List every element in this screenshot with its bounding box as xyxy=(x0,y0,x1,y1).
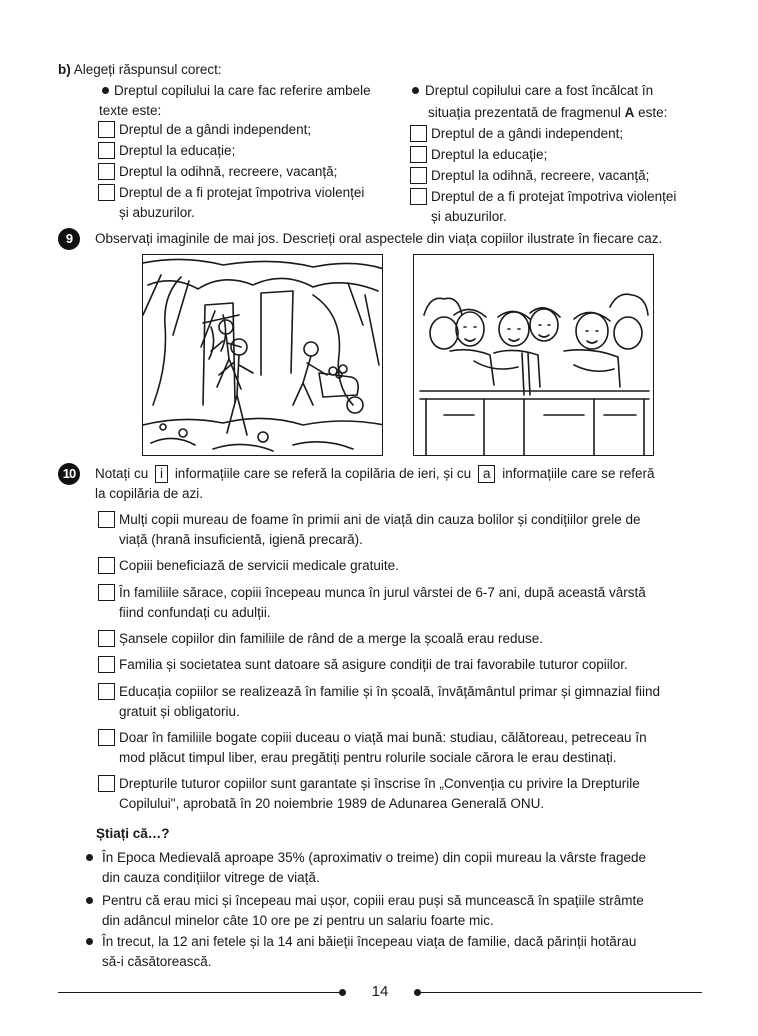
page-number: 14 xyxy=(371,983,389,1000)
left-option-text: Dreptul de a gândi independent; xyxy=(119,122,312,137)
right-question-line2 xyxy=(428,103,667,123)
statement-text: În familiile sărace, copiii începeau munca în jurul vârstei de 6-7 ani, după această vârstă xyxy=(119,585,646,600)
statement-text-cont: mod plăcut timpul liber, erau pregătiți pentru rolurile sociale cărora le erau destinați. xyxy=(119,750,617,765)
fact-text-cont: din cauza condițiilor vitrege de viață. xyxy=(102,870,320,885)
left-option-text: Dreptul la educație; xyxy=(119,143,236,158)
bullet-icon xyxy=(86,897,93,904)
section-b-heading xyxy=(58,60,222,80)
statement-text: Mulți copii mureau de foame în primii ani de viață din cauza bolilor și condițiilor grele de xyxy=(119,512,641,527)
section-b-title: Alegeți răspunsul corect: xyxy=(73,62,222,77)
left-option-text-cont: și abuzurilor. xyxy=(119,205,195,220)
right-option-checkbox[interactable] xyxy=(410,188,427,205)
left-option-text: Dreptul la odihnă, recreere, vacanță; xyxy=(119,164,338,179)
statement-text: Copiii beneficiază de servicii medicale gratuite. xyxy=(119,558,399,573)
fact-text: În Epoca Medievală aproape 35% (aproximativ o treime) din copii mureau la vârste fragede xyxy=(102,850,647,865)
mine-workers-illustration xyxy=(142,254,383,456)
right-option-checkbox[interactable] xyxy=(410,125,427,142)
statement-text: Doar în familiile bogate copiii duceau o viață mai bună: studiau, călătoreau, petreceau în xyxy=(119,730,647,745)
right-question-part: situația prezentată de fragmenul xyxy=(428,105,625,120)
answer-checkbox[interactable] xyxy=(98,557,115,574)
statement-text-cont: gratuit și obligatoriu. xyxy=(119,704,240,719)
bullet-icon xyxy=(412,87,419,94)
footer-rule-right xyxy=(420,992,702,993)
intro-text: Notați cu xyxy=(95,466,149,481)
fragment-letter: A xyxy=(624,105,635,120)
label-box-ieri: i xyxy=(155,465,168,483)
right-option-checkbox[interactable] xyxy=(410,167,427,184)
right-option-text: Dreptul de a fi protejat împotriva violenței xyxy=(431,189,677,204)
intro-text: informațiile care se referă la copilăria de ieri, și cu xyxy=(174,466,472,481)
bullet-icon xyxy=(86,854,93,861)
left-option-checkbox[interactable] xyxy=(98,142,115,159)
answer-checkbox[interactable] xyxy=(98,630,115,647)
statement-text: Familia și societatea sunt datoare să asigure condiții de trai favorabile tuturor copiilor. xyxy=(119,657,628,672)
right-option-text: Dreptul de a gândi independent; xyxy=(431,126,624,141)
classroom-illustration xyxy=(413,254,654,456)
did-you-know-title: Știați că…? xyxy=(96,826,170,841)
bullet-icon xyxy=(102,87,109,94)
footer-dot-left xyxy=(339,989,346,996)
answer-checkbox[interactable] xyxy=(98,683,115,700)
question-9-text: Observați imaginile de mai jos. Descrieți oral aspectele din viața copiilor ilustrate în fiecare caz. xyxy=(95,231,663,246)
left-option-text: Dreptul de a fi protejat împotriva violenței xyxy=(119,185,365,200)
left-option-checkbox[interactable] xyxy=(98,121,115,138)
left-question-line1: Dreptul copilului la care fac referire ambele xyxy=(114,83,371,98)
question-10-intro xyxy=(95,464,655,484)
answer-checkbox[interactable] xyxy=(98,511,115,528)
mine-scene-drawing xyxy=(143,255,383,456)
answer-checkbox[interactable] xyxy=(98,656,115,673)
statement-text-cont: Copilului", aprobată în 20 noiembrie 1989 de Adunarea Generală ONU. xyxy=(119,796,545,811)
fact-text-cont: să-i căsătorească. xyxy=(102,954,212,969)
statement-text: Șansele copiilor din familiile de rând de a merge la școală erau reduse. xyxy=(119,631,543,646)
classroom-scene-drawing xyxy=(414,255,654,456)
right-option-text: Dreptul la educație; xyxy=(431,147,548,162)
question-number-badge: 9 xyxy=(58,228,80,250)
right-question-part: este: xyxy=(634,105,668,120)
fact-text: Pentru că erau mici și începeau mai ușor, copiii erau puși să muncească în spațiile strâmte xyxy=(102,893,644,908)
right-option-text-cont: și abuzurilor. xyxy=(431,209,507,224)
left-question-line2: texte este: xyxy=(99,103,162,118)
fact-text: În trecut, la 12 ani fetele și la 14 ani băieții începeau viața de familie, dacă părinții hotărau xyxy=(102,934,637,949)
answer-checkbox[interactable] xyxy=(98,584,115,601)
bullet-icon xyxy=(86,938,93,945)
statement-text: Educația copiilor se realizează în familie și în școală, învățământul primar și gimnazial fiind xyxy=(119,684,660,699)
label-box-azi: a xyxy=(478,465,496,483)
right-option-text: Dreptul la odihnă, recreere, vacanță; xyxy=(431,168,650,183)
right-question-line1: Dreptul copilului care a fost încălcat în xyxy=(425,83,654,98)
question-10-intro-line2: la copilăria de azi. xyxy=(95,486,204,501)
statement-text-cont: viață (hrană insuficientă, igienă precară). xyxy=(119,532,363,547)
intro-text: informațiile care se referă xyxy=(502,466,655,481)
statement-text: Drepturile tuturor copiilor sunt garantate și înscrise în „Convenția cu privire la Drepturile xyxy=(119,776,640,791)
footer-rule-left xyxy=(58,992,340,993)
answer-checkbox[interactable] xyxy=(98,775,115,792)
question-number-badge: 10 xyxy=(58,463,80,485)
answer-checkbox[interactable] xyxy=(98,729,115,746)
left-option-checkbox[interactable] xyxy=(98,163,115,180)
section-b-label: b) xyxy=(58,62,71,77)
fact-text-cont: din adâncul minelor câte 10 ore pe zi pentru un salariu foarte mic. xyxy=(102,913,494,928)
right-option-checkbox[interactable] xyxy=(410,146,427,163)
statement-text-cont: fiind confundați cu adulții. xyxy=(119,605,271,620)
left-option-checkbox[interactable] xyxy=(98,184,115,201)
